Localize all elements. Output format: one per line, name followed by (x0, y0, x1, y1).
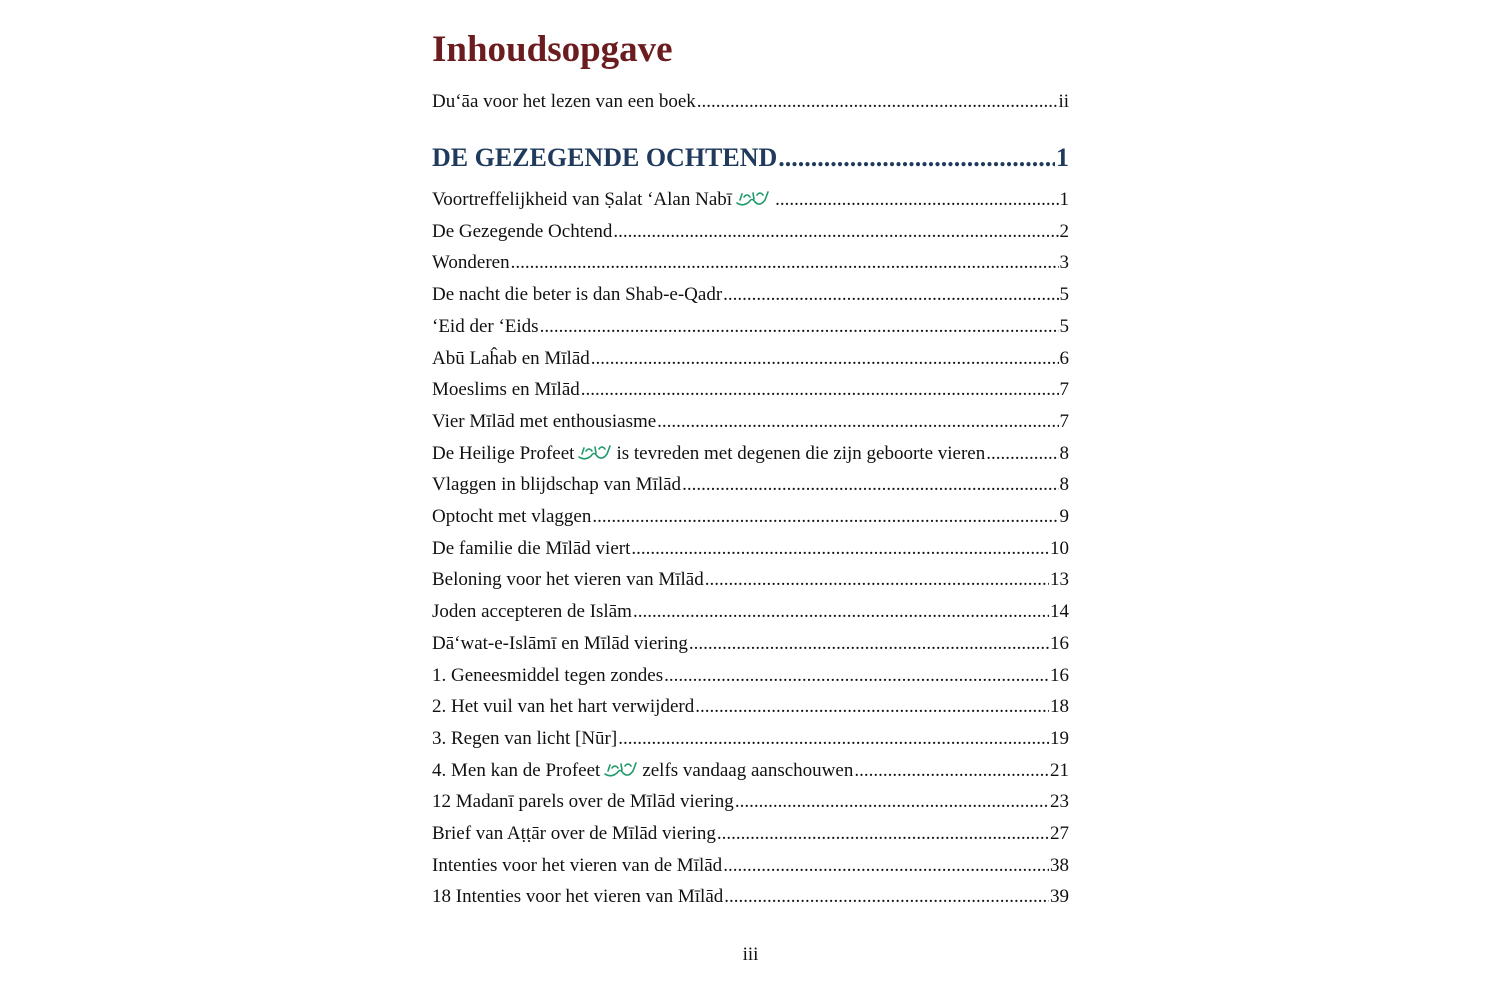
toc-entry-label (432, 345, 590, 373)
toc-entry-label (432, 693, 694, 721)
toc-entry-text-continued: is tevreden met degenen die zijn geboorte vieren (616, 442, 986, 464)
toc-entry-row (432, 281, 1069, 309)
dot-leader (697, 88, 1058, 116)
toc-page-number: 18 (1050, 696, 1069, 718)
toc-entry-label (432, 503, 591, 531)
toc-page-number: 5 (1059, 284, 1069, 306)
toc-page-number: 16 (1050, 664, 1069, 686)
toc-entry-label (432, 598, 632, 626)
section-page-number: 1 (1056, 143, 1069, 172)
dot-leader (613, 218, 1058, 246)
toc-entry-label (432, 662, 663, 690)
toc-entry-row (432, 345, 1069, 373)
toc-entry-text: Optocht met vlaggen (432, 506, 592, 527)
toc-entry-row (432, 471, 1069, 499)
toc-entry-label (432, 408, 656, 436)
toc-entry-row (432, 535, 1069, 563)
dot-leader (735, 788, 1049, 816)
toc-entry-row (432, 852, 1069, 880)
toc-entry-label (432, 218, 612, 246)
toc-entry-text: De nacht die beter is dan Shab-e-Qadr (432, 284, 723, 306)
toc-page-number: 8 (1059, 474, 1069, 496)
toc-entry-label (432, 883, 723, 911)
toc-page-number: 2 (1059, 220, 1069, 242)
toc-entry-row (432, 313, 1069, 341)
dot-leader (631, 535, 1049, 563)
toc-entry-row (432, 218, 1069, 246)
toc-entry-text: Beloning voor het vieren van Mīlād (432, 569, 704, 591)
toc-entry-text: De Heilige Profeet (432, 442, 575, 464)
toc-entry-label (432, 376, 580, 404)
toc-page-number: 13 (1050, 569, 1069, 591)
toc-entry-label (432, 630, 688, 658)
dot-leader (633, 598, 1049, 626)
toc-entry-text-continued: zelfs vandaag aanschouwen (642, 759, 854, 781)
toc-page-number: 19 (1050, 727, 1069, 749)
toc-page-number: 7 (1059, 379, 1069, 401)
toc-entry-label (432, 249, 510, 277)
toc-page-number: 14 (1050, 601, 1069, 623)
toc-entry-row (432, 249, 1069, 277)
toc-entry-text: Wonderen (432, 252, 510, 274)
toc-page-number: 3 (1059, 252, 1069, 274)
dot-leader (664, 662, 1049, 690)
toc-entry-row (432, 408, 1069, 436)
toc-page-number: ii (1058, 91, 1069, 112)
toc-page-number: 21 (1050, 759, 1069, 781)
toc-entry-row (432, 630, 1069, 658)
toc-entry-text: Vier Mīlād met enthousiasme (432, 410, 657, 432)
dot-leader (986, 440, 1058, 468)
toc-page-number: 5 (1059, 315, 1069, 337)
toc-entry-row (432, 788, 1069, 816)
toc-page-number: 8 (1059, 442, 1069, 464)
toc-entry-text: Abū Laĥab en Mīlād (432, 347, 590, 369)
toc-entry-text: 2. Het vuil van het hart verwijderd (432, 696, 695, 718)
toc-page-number: 6 (1059, 347, 1069, 369)
toc-page-number: 1 (1059, 189, 1069, 210)
toc-entry-row (432, 503, 1069, 531)
toc-entry-text: Brief van Aṭṭār over de Mīlād viering (432, 823, 716, 844)
toc-entry-label (432, 313, 539, 341)
dot-leader (592, 503, 1058, 531)
dot-leader (591, 345, 1059, 373)
salutation-calligraphy-icon (577, 442, 613, 462)
toc-page-number: 16 (1050, 632, 1069, 654)
dot-leader (723, 281, 1058, 309)
toc-entry-label (432, 566, 704, 594)
toc-entry-text: 12 Madanī parels over de Mīlād viering (432, 791, 734, 813)
dot-leader (540, 313, 1059, 341)
toc-entry-row (432, 693, 1069, 721)
toc-entry-text: ‘Eid der ‘Eids (432, 315, 539, 337)
toc-entry-row (432, 186, 1069, 214)
toc-entry-row (432, 757, 1069, 785)
toc-page-number: 38 (1050, 854, 1069, 876)
dot-leader (778, 140, 1055, 176)
toc-entry-row (432, 662, 1069, 690)
dot-leader (775, 186, 1058, 214)
toc-entry-label (432, 725, 617, 753)
toc-entry-label (432, 788, 734, 816)
toc-entry-label (432, 471, 681, 499)
toc-entry-row (432, 725, 1069, 753)
toc-entry-row (432, 440, 1069, 468)
toc-intro-row (432, 88, 1069, 116)
toc-entry-text: 1. Geneesmiddel tegen zondes (432, 664, 664, 686)
dot-leader (618, 725, 1049, 753)
toc-entry-row (432, 820, 1069, 848)
dot-leader (724, 883, 1049, 911)
toc-entry-text: 3. Regen van licht [Nūr] (432, 727, 618, 749)
toc-entry-label (432, 852, 722, 880)
toc-entry-text: Intenties voor het vieren van de Mīlād (432, 854, 723, 876)
toc-entry-text: Voortreffelijkheid van Ṣalat ‘Alan Nabī (432, 189, 733, 210)
toc-entry-row (432, 566, 1069, 594)
dot-leader (717, 820, 1049, 848)
toc-entry-label (432, 535, 630, 563)
section-label: DE GEZEGENDE OCHTEND (432, 143, 778, 172)
toc-entry-text: Moeslims en Mīlād (432, 379, 580, 401)
toc-section-heading (432, 140, 1069, 176)
dot-leader (511, 249, 1059, 277)
dot-leader (705, 566, 1049, 594)
toc-page-number: 39 (1050, 886, 1069, 908)
toc-entry-text: Dā‘wat-e-Islāmī en Mīlād viering (432, 632, 688, 654)
dot-leader (723, 852, 1049, 880)
toc-entry-text: Vlaggen in blijdschap van Mīlād (432, 474, 682, 496)
toc-page (432, 0, 1069, 1000)
salutation-calligraphy-icon (603, 759, 639, 779)
toc-page-number: 27 (1050, 823, 1069, 844)
dot-leader (581, 376, 1059, 404)
toc-entry-row (432, 598, 1069, 626)
toc-page-number: 23 (1050, 791, 1069, 813)
toc-entry-label (432, 440, 985, 468)
toc-entry-label (432, 281, 722, 309)
toc-entry-label: Du‘āa voor het lezen van een boek (432, 91, 696, 112)
toc-entry-text: De familie die Mīlād viert (432, 537, 631, 559)
toc-entry-label (432, 820, 716, 848)
dot-leader (689, 630, 1049, 658)
salutation-calligraphy-icon (735, 188, 771, 208)
toc-entry-label (432, 757, 853, 785)
page-title: Inhoudsopgave (432, 29, 673, 70)
dot-leader (695, 693, 1049, 721)
toc-entry-row (432, 376, 1069, 404)
toc-entry-text: 4. Men kan de Profeet (432, 759, 601, 781)
dot-leader (657, 408, 1058, 436)
toc-entry-text: De Gezegende Ochtend (432, 220, 613, 242)
dot-leader (854, 757, 1049, 785)
footer-page-number: iii (742, 944, 759, 965)
toc-page-number: 7 (1059, 410, 1069, 432)
toc-page-number: 9 (1059, 506, 1069, 527)
toc-entry-text: 18 Intenties voor het vieren van Mīlād (432, 886, 724, 908)
toc-entry-row (432, 883, 1069, 911)
toc-entry-text: Joden accepteren de Islām (432, 601, 632, 623)
toc-entry-label (432, 186, 774, 214)
dot-leader (682, 471, 1058, 499)
toc-page-number: 10 (1050, 537, 1069, 559)
